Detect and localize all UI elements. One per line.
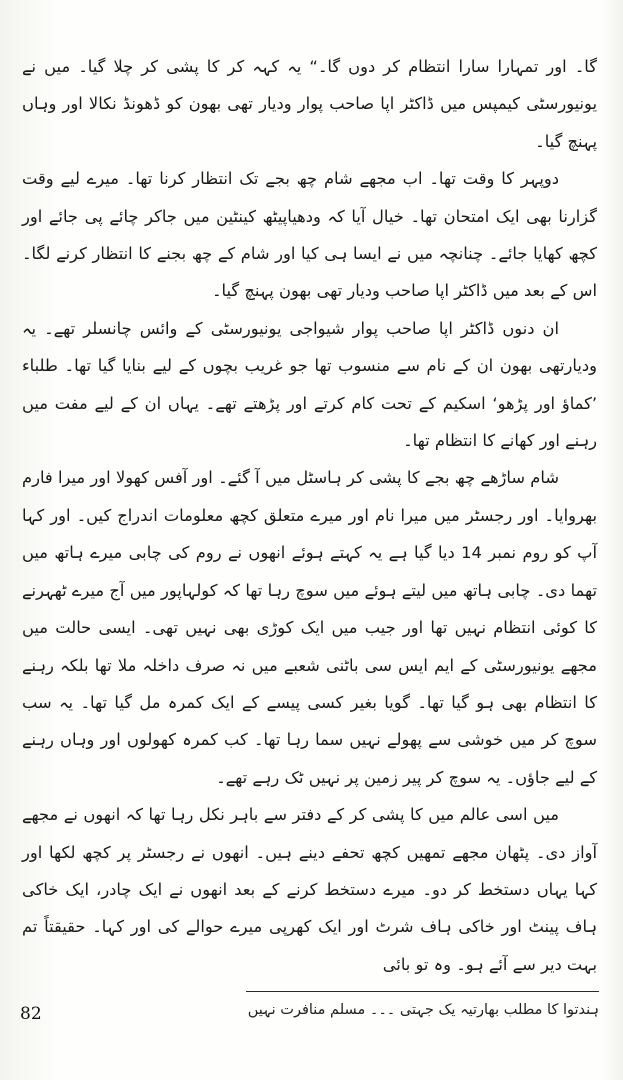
- paragraph: میں اسی عالم میں کا پشی کر کے دفتر سے باہر نکل رہا تھا کہ انھوں نے مجھے آواز دی۔ پٹھان مجھے تمھیں کچھ تحفے دینے ہیں۔ انھوں نے رجسٹر پر کچھ لکھا اور کہا یہاں دستخط کر دو۔ میرے دستخط کرنے کے بعد انھوں نے ایک چادر، ایک خاکی ہاف پینٹ اور خاکی ہاف شرٹ اور ایک کھرپی میرے حوالے کی اور کہا۔ حقیقتاً تم بہت دیر سے آئے ہو۔ وہ تو بائی: [22, 805, 597, 974]
- page-number: 82: [20, 1004, 42, 1024]
- paragraph: دوپہر کا وقت تھا۔ اب مجھے شام چھ بجے تک انتظار کرنا تھا۔ میرے لیے وقت گزارنا بھی ایک امتحان تھا۔ خیال آیا کہ ودھیاپیٹھ کینٹین میں جاکر چائے پی جائے اور کچھ کھایا جائے۔ چنانچہ میں نے ایسا ہی کیا اور شام کے چھ بجنے کا انتظار کرنے لگا۔ اس کے بعد میں ڈاکٹر اپا صاحب ودیار تھی بھون پہنچ گیا۔: [22, 169, 597, 301]
- body-text: [22, 48, 597, 983]
- paragraph: شام ساڑھے چھ بجے کا پشی کر ہاسٹل میں آ گئے۔ اور آفس کھولا اور میرا فارم بھروایا۔ اور رجسٹر میں میرا نام اور میرے متعلق کچھ معلومات اندراج کیں۔ اور کہا آپ کو روم نمبر 14 دیا گیا ہے یہ کہتے ہوئے انھوں نے روم کی چابی میرے ہاتھ میں تھما دی۔ چابی ہاتھ میں لیتے ہوئے میں سوچ رہا تھا کہ کولہاپور میں آج میرے ٹھہرنے کا کوئی انتظام نہیں تھا اور جیب میں ایک کوڑی بھی نہیں تھی۔ ایسی حالت میں مجھے یونیورسٹی کے ایم ایس سی باٹنی شعبے میں نہ صرف داخلہ ملا تھا بلکہ رہنے کا انتظام بھی ہو گیا تھا۔ گویا بغیر کسی پیسے کے ایک کمرہ مل گیا تھا۔ یہ سب سوچ کر میں خوشی سے پھولے نہیں سما رہا تھا۔ کب کمرہ کھولوں اور وہاں رہنے کے لیے جاؤں۔ یہ سوچ کر پیر زمین پر نہیں ٹک رہے تھے۔: [22, 468, 597, 787]
- running-footer-title: ہندتوا کا مطلب بھارتیہ یک جہتی ۔۔۔ مسلم منافرت نہیں: [247, 1002, 599, 1018]
- footer-divider: [246, 991, 599, 992]
- paragraph: ان دنوں ڈاکٹر اپا صاحب پوار شیواجی یونیورسٹی کے وائس چانسلر تھے۔ یہ ودیارتھی بھون ان کے نام سے منسوب تھا جو غریب بچوں کے لیے بنایا گیا تھا۔ طلباء ’کماؤ اور پڑھو‘ اسکیم کے تحت کام کرتے اور پڑھتے تھے۔ یہاں ان کے لیے مفت میں رہنے اور کھانے کا انتظام تھا۔: [22, 318, 597, 451]
- paragraph: گا۔ اور تمہارا سارا انتظام کر دوں گا۔“ یہ کہہ کر کا پشی کر چلا گیا۔ میں نے یونیورسٹی کیمپس میں ڈاکٹر اپا صاحب پوار ودیار تھی بھون کو ڈھونڈ نکالا اور وہاں پہنچ گیا۔: [22, 57, 597, 151]
